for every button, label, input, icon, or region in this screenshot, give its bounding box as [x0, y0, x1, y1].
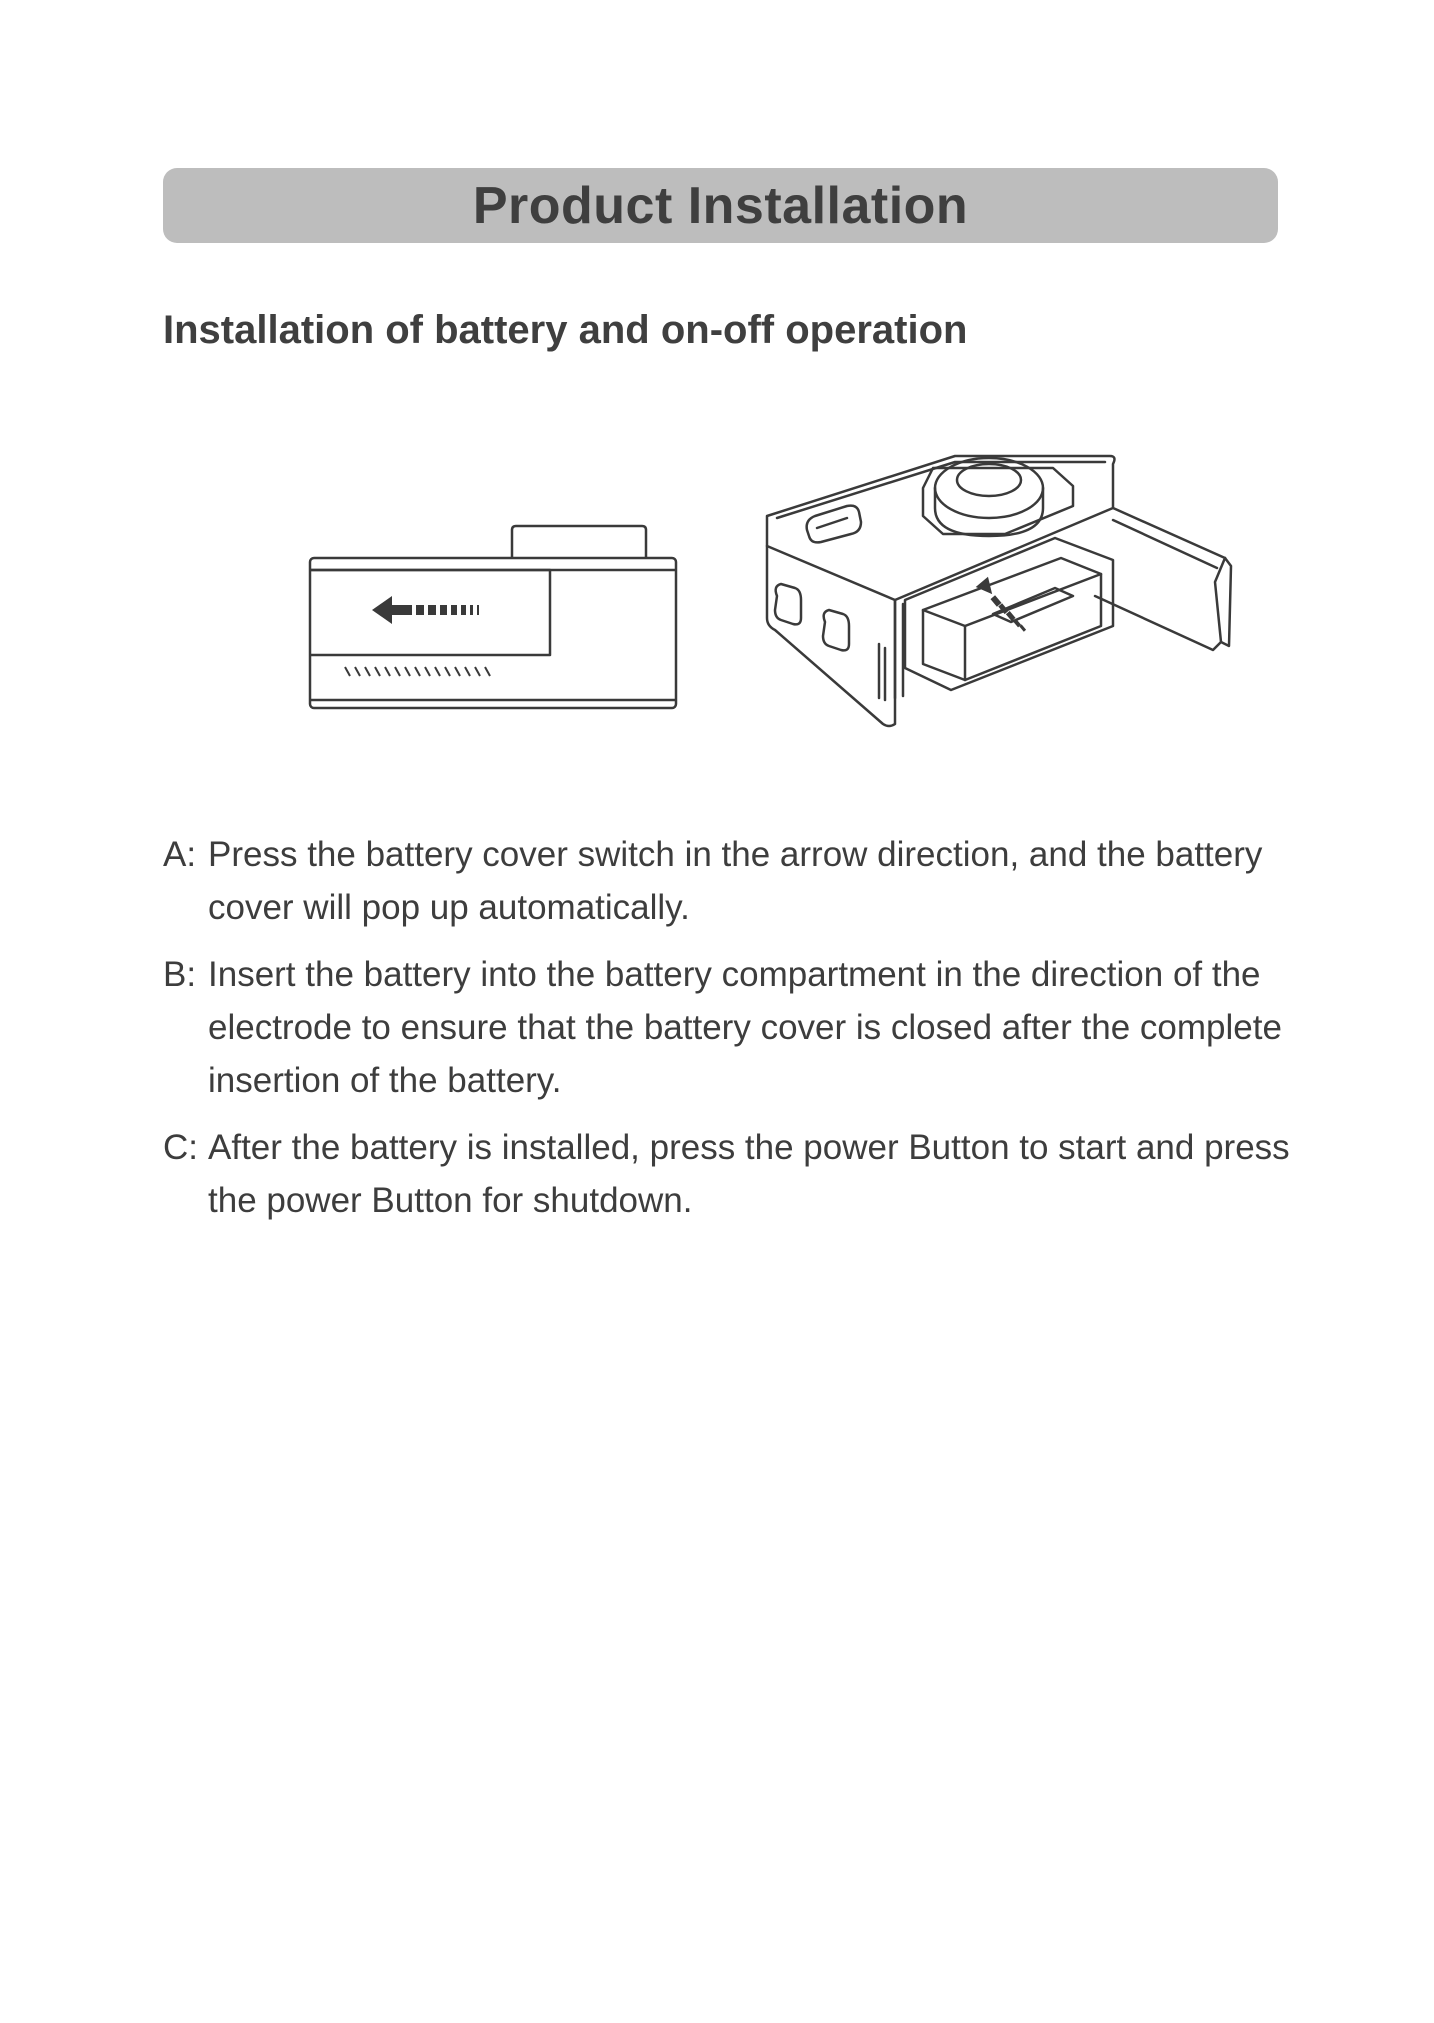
instruction-step-a — [163, 828, 1293, 934]
step-letter: A: — [163, 835, 197, 874]
section-heading: Installation of battery and on-off operation — [163, 308, 968, 352]
instruction-list — [163, 828, 1293, 1241]
instruction-step-c — [163, 1121, 1293, 1227]
step-text: Insert the battery into the battery compartment in the direction of the electrode to ensure that the battery cover is closed after the complete insertion of the battery. — [208, 955, 1282, 1100]
step-text: After the battery is installed, press the power Button to start and press the power Button for shutdown. — [208, 1128, 1290, 1220]
step-letter: C: — [163, 1128, 198, 1167]
step-text: Press the battery cover switch in the arrow direction, and the battery cover will pop up automatically. — [208, 835, 1263, 927]
camera-battery-insertion-icon — [755, 428, 1235, 738]
instruction-step-b — [163, 948, 1293, 1107]
page-title: Product Installation — [472, 176, 969, 235]
step-letter: B: — [163, 955, 197, 994]
title-bar — [163, 168, 1278, 243]
camera-side-view-battery-cover-icon — [300, 510, 690, 725]
